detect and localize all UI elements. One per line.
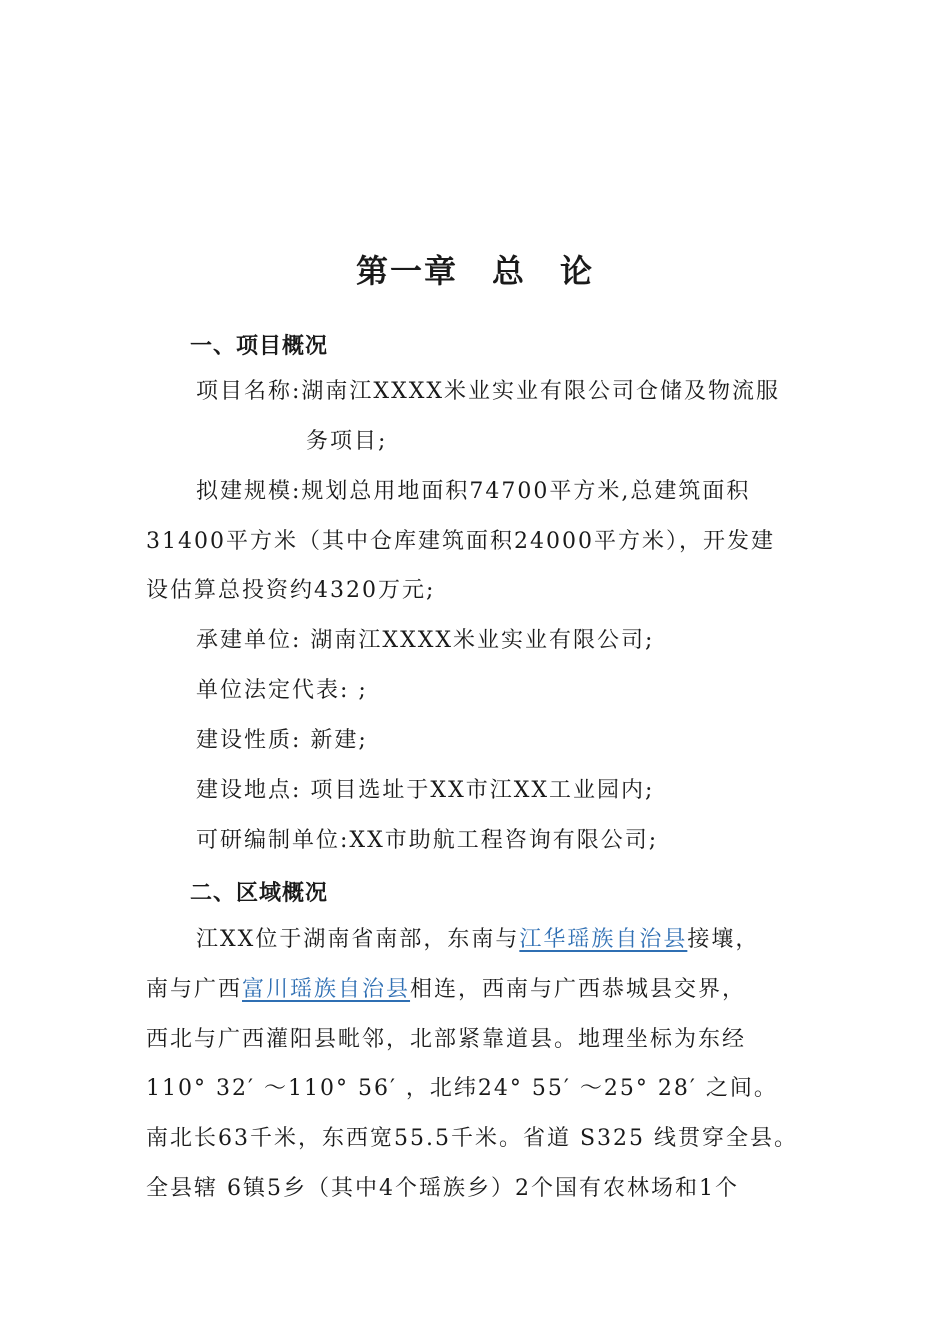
fuchuan-county-link[interactable]: 富川瑶族自治县 [242,977,411,1002]
feasibility-unit-line: 可研编制单位:XX市助航工程咨询有限公司; [196,828,659,853]
scale-line2: 31400平方米（其中仓库建筑面积24000平方米），开发建 [146,529,775,554]
region-para-line2 [146,975,746,1005]
scale-line3: 设估算总投资约4320万元; [146,578,436,603]
nature-line: 建设性质: 新建; [196,728,368,753]
region-text: 相连，西南与广西恭城县交界， [410,977,747,1002]
project-name-line1: 项目名称:湖南江XXXX米业实业有限公司仓储及物流服 [196,379,781,404]
chapter-title [0,246,950,292]
chapter-title-part3: 论 [560,252,595,290]
section-heading-overview: 一、项目概况 [190,334,329,359]
region-para-line3: 西北与广西灌阳县毗邻，北部紧靠道县。地理坐标为东经 [146,1027,747,1052]
location-line: 建设地点: 项目选址于XX市江XX工业园内; [196,778,655,803]
scale-line1: 拟建规模:规划总用地面积74700平方米,总建筑面积 [196,479,751,504]
jianghua-county-link[interactable]: 江华瑶族自治县 [519,927,688,952]
chapter-title-part2: 总 [491,252,526,290]
region-text: 接壤， [687,927,760,952]
region-text: 南与广西 [146,977,243,1002]
legal-rep-line: 单位法定代表: ; [196,678,368,703]
project-name-line2: 务项目; [306,429,388,454]
region-para-line1 [196,925,759,955]
region-para-line4: 110° 32′ ～110° 56′ ，北纬24° 55′ ～25° 28′ 之间。 [146,1076,778,1101]
region-para-line5: 南北长63千米，东西宽55.5千米。省道 S325 线贯穿全县。 [146,1126,799,1151]
region-para-line6: 全县辖 6镇5乡（其中4个瑶族乡）2个国有农林场和1个 [146,1176,739,1201]
section-heading-region: 二、区域概况 [190,881,329,906]
region-text: 江XX位于湖南省南部，东南与 [196,927,520,952]
builder-line: 承建单位: 湖南江XXXX米业实业有限公司; [196,628,655,653]
chapter-title-part1: 第一章 [355,252,458,290]
